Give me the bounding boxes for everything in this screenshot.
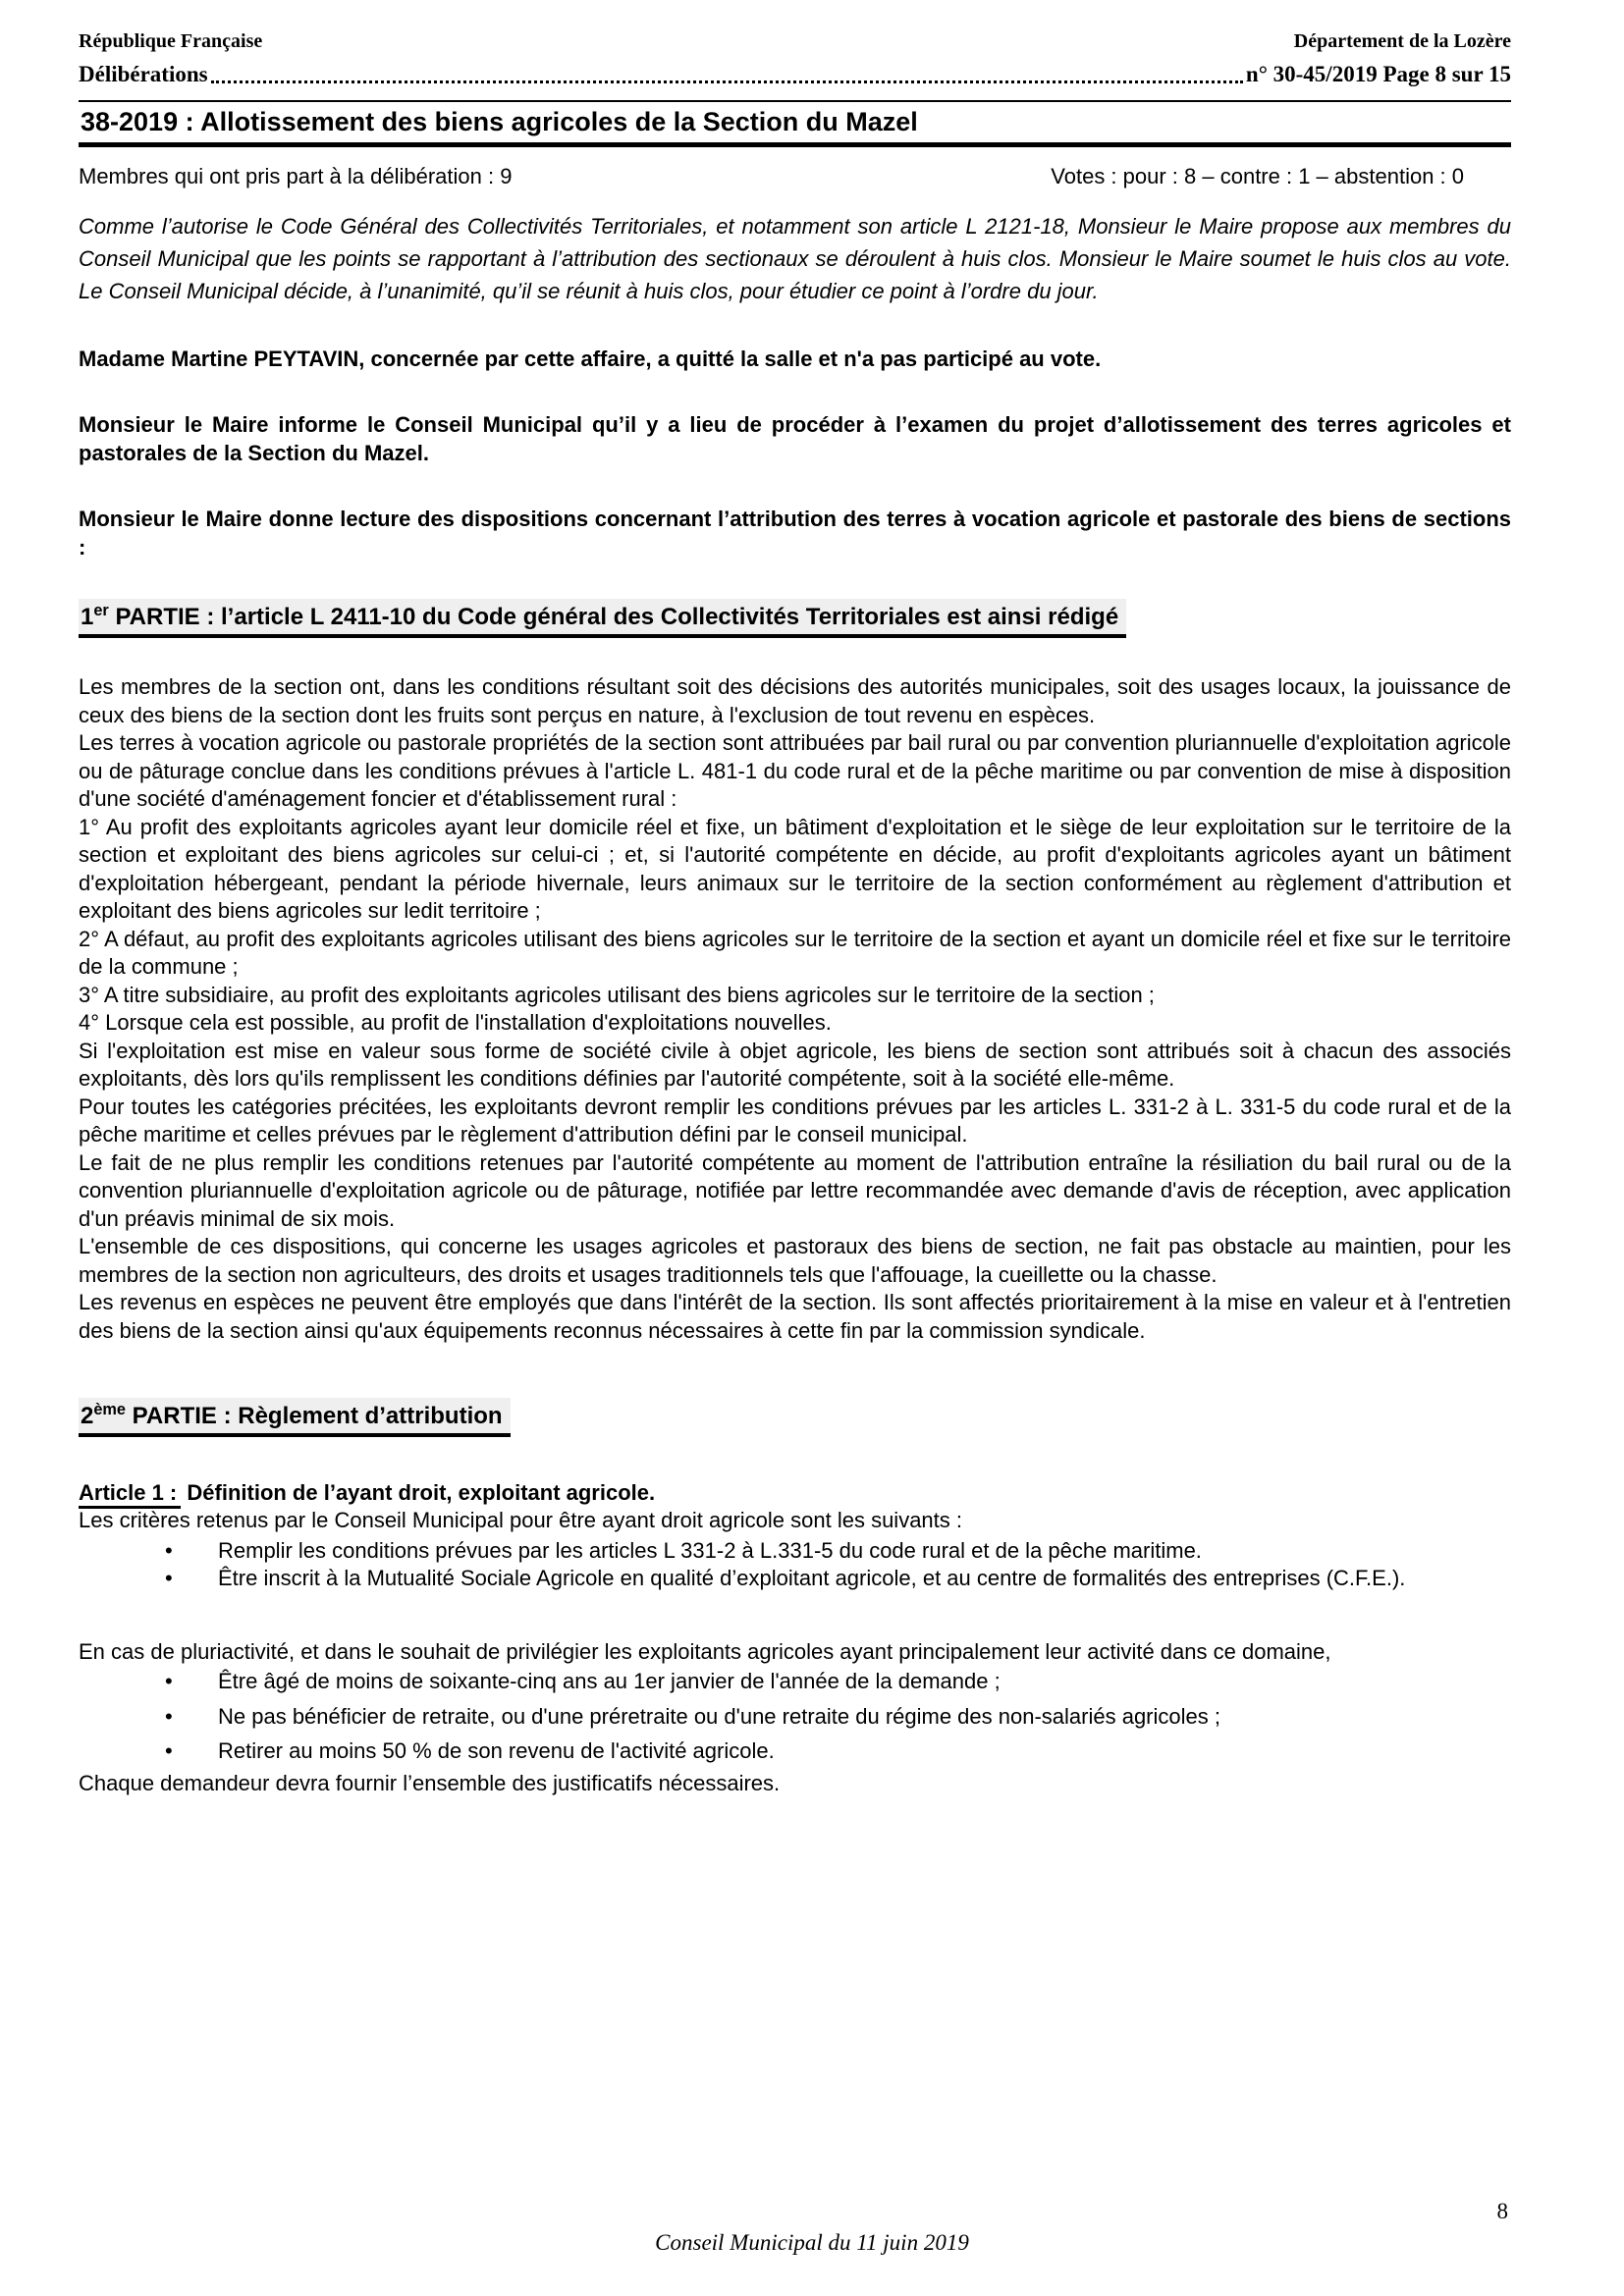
deliberation-meta bbox=[79, 163, 1511, 190]
legal-paragraph: Les terres à vocation agricole ou pastorale propriétés de la section sont attribuées par bail rural ou par convention pluriannuelle d'exploitation agricole ou de pâturage conclue dans les conditions prévues à l'article L. 481-1 du code rural et de la pêche maritime ou par convention de mise à disposition d'une société d'aménagement foncier et d'établissement rural : bbox=[79, 730, 1511, 811]
pluriactivite-paragraph: En cas de pluriactivité, et dans le souhait de privilégier les exploitants agricoles ayant principalement leur activité dans ce domaine, bbox=[79, 1638, 1331, 1664]
part1-heading-text bbox=[79, 599, 1126, 638]
deliberation-title: 38-2019 : Allotissement des biens agricoles de la Section du Mazel bbox=[81, 107, 918, 136]
legal-paragraph: 2° A défaut, au profit des exploitants agricoles utilisant des biens agricoles sur le territoire de la section et ayant un domicile réel et fixe sur le territoire de la commune ; bbox=[79, 926, 1511, 979]
header-doc-reference: n° 30-45/2019 Page 8 sur 15 bbox=[1245, 62, 1511, 86]
part2-heading bbox=[79, 1398, 1511, 1437]
legal-paragraph: Si l'exploitation est mise en valeur sous forme de société civile à objet agricole, les biens de section sont attribués soit à chacun des associés exploitants, dès lors qu'ils remplissent les conditions définies par l'autorité compétente, soit à la société elle-même. bbox=[79, 1038, 1511, 1091]
legal-paragraph: Le fait de ne plus remplir les conditions retenues par l'autorité compétente au moment de l'attribution entraîne la résiliation du bail rural ou de la convention pluriannuelle d'exploitation agricole ou de pâturage, notifiée par lettre recommandée avec demande d'avis de réception, avec application d'un préavis minimal de six mois. bbox=[79, 1149, 1511, 1231]
condition-item: • Ne pas bénéficier de retraite, ou d'une préretraite ou d'une retraite du régime des non-salariés agricoles ; bbox=[218, 1703, 1511, 1732]
part1-number: 1 bbox=[81, 604, 94, 630]
criteria-list bbox=[79, 1537, 1511, 1593]
header-republic-label: République Française bbox=[79, 30, 263, 52]
lecture-paragraph: Monsieur le Maire donne lecture des dispositions concernant l’attribution des terres à vocation agricole et pastorale des biens de sections : bbox=[79, 507, 1511, 560]
code-citation-block bbox=[79, 673, 1511, 1345]
part2-heading-label: PARTIE : Règlement d’attribution bbox=[126, 1403, 503, 1429]
votes-summary: Votes : pour : 8 – contre : 1 – abstention : 0 bbox=[1051, 164, 1464, 188]
dotted-leader bbox=[211, 80, 1243, 83]
part1-heading bbox=[79, 599, 1511, 638]
legal-paragraph: 1° Au profit des exploitants agricoles ayant leur domicile réel et fixe, un bâtiment d'exploitation et le siège de leur exploitation sur le territoire de la section et exploitant des biens agricoles sur celui-ci ; et, si l'autorité compétente en décide, au profit d'exploitants agricoles ayant un bâtiment d'exploitation hébergeant, pendant la période hivernale, leurs animaux sur le territoire de la section conformément au règlement d'attribution et exploitant des biens agricoles sur ledit territoire ; bbox=[79, 814, 1511, 923]
legal-paragraph: L'ensemble de ces dispositions, qui concerne les usages agricoles et pastoraux des biens de section, ne fait pas obstacle au maintien, pour les membres de la section non agriculteurs, des droits et usages traditionnels tels que l'affouage, la cueillette ou la chasse. bbox=[79, 1234, 1511, 1287]
condition-item: • Être âgé de moins de soixante-cinq ans au 1er janvier de l'année de la demande ; bbox=[218, 1668, 1511, 1696]
header-deliberations-label: Délibérations bbox=[79, 62, 208, 86]
members-count: Membres qui ont pris part à la délibération : 9 bbox=[79, 164, 513, 188]
legal-paragraph: Pour toutes les catégories précitées, les exploitants devront remplir les conditions prévues par les articles L. 331-2 à L. 331-5 du code rural et de la pêche maritime et celles prévues par le règlement d'attribution défini par le conseil municipal. bbox=[79, 1094, 1511, 1147]
article1-label: Article 1 : bbox=[79, 1480, 181, 1509]
legal-paragraph: Les revenus en espèces ne peuvent être employés que dans l'intérêt de la section. Ils sont affectés prioritairement à la mise en valeur et à l'entretien des biens de la section ainsi qu'aux équipements reconnus nécessaires à cette fin par la commission syndicale. bbox=[79, 1290, 1511, 1343]
footer-caption: Conseil Municipal du 11 juin 2019 bbox=[655, 2230, 969, 2255]
criteria-item: • Être inscrit à la Mutualité Sociale Agricole en qualité d’exploitant agricole, et au centre de formalités des entreprises (C.F.E.). bbox=[218, 1565, 1511, 1593]
legal-paragraph: 4° Lorsque cela est possible, au profit de l'installation d'exploitations nouvelles. bbox=[79, 1010, 832, 1035]
conditions-list bbox=[79, 1668, 1511, 1766]
article1-heading bbox=[79, 1478, 1511, 1507]
condition-item: • Retirer au moins 50 % de son revenu de l'activité agricole. bbox=[218, 1737, 1511, 1766]
header-department-label: Département de la Lozère bbox=[1293, 30, 1511, 52]
peytavin-paragraph: Madame Martine PEYTAVIN, concernée par cette affaire, a quitté la salle et n'a pas participé au vote. bbox=[79, 347, 1102, 371]
page-header bbox=[79, 29, 1511, 88]
title-block bbox=[79, 100, 1511, 147]
part1-heading-label: PARTIE : l’article L 2411-10 du Code général des Collectivités Territoriales est ainsi rédigé bbox=[108, 604, 1119, 630]
part1-ordinal-suffix: er bbox=[93, 602, 109, 619]
part2-heading-text bbox=[79, 1398, 511, 1437]
article1-title: Définition de l’ayant droit, exploitant agricole. bbox=[187, 1480, 656, 1505]
article1-intro: Les critères retenus par le Conseil Municipal pour être ayant droit agricole sont les suivants : bbox=[79, 1508, 963, 1532]
examen-paragraph: Monsieur le Maire informe le Conseil Municipal qu’il y a lieu de procéder à l’examen du projet d’allotissement des terres agricoles et pastorales de la Section du Mazel. bbox=[79, 412, 1511, 465]
huis-clos-paragraph: Comme l’autorise le Code Général des Collectivités Territoriales, et notamment son article L 2121-18, Monsieur le Maire propose aux membres du Conseil Municipal que les points se rapportant à l’attribution des sectionaux se déroulent à huis clos. Monsieur le Maire soumet le huis clos au vote. Le Conseil Municipal décide, à l’unanimité, qu’il se réunit à huis clos, pour étudier ce point à l’ordre du jour. bbox=[79, 214, 1511, 303]
page-number: 8 bbox=[1496, 2199, 1508, 2223]
part2-number: 2 bbox=[81, 1403, 94, 1429]
legal-paragraph: Les membres de la section ont, dans les conditions résultant soit des décisions des autorités municipales, soit des usages locaux, la jouissance de ceux des biens de la section dont les fruits sont perçus en nature, à l'exclusion de tout revenu en espèces. bbox=[79, 674, 1511, 727]
criteria-item: • Remplir les conditions prévues par les articles L 331-2 à L.331-5 du code rural et de la pêche maritime. bbox=[218, 1537, 1511, 1566]
part2-ordinal-suffix: ème bbox=[93, 1401, 127, 1418]
legal-paragraph: 3° A titre subsidiaire, au profit des exploitants agricoles utilisant des biens agricoles sur le territoire de la section ; bbox=[79, 982, 1155, 1007]
closing-paragraph: Chaque demandeur devra fournir l’ensemble des justificatifs nécessaires. bbox=[79, 1770, 781, 1795]
